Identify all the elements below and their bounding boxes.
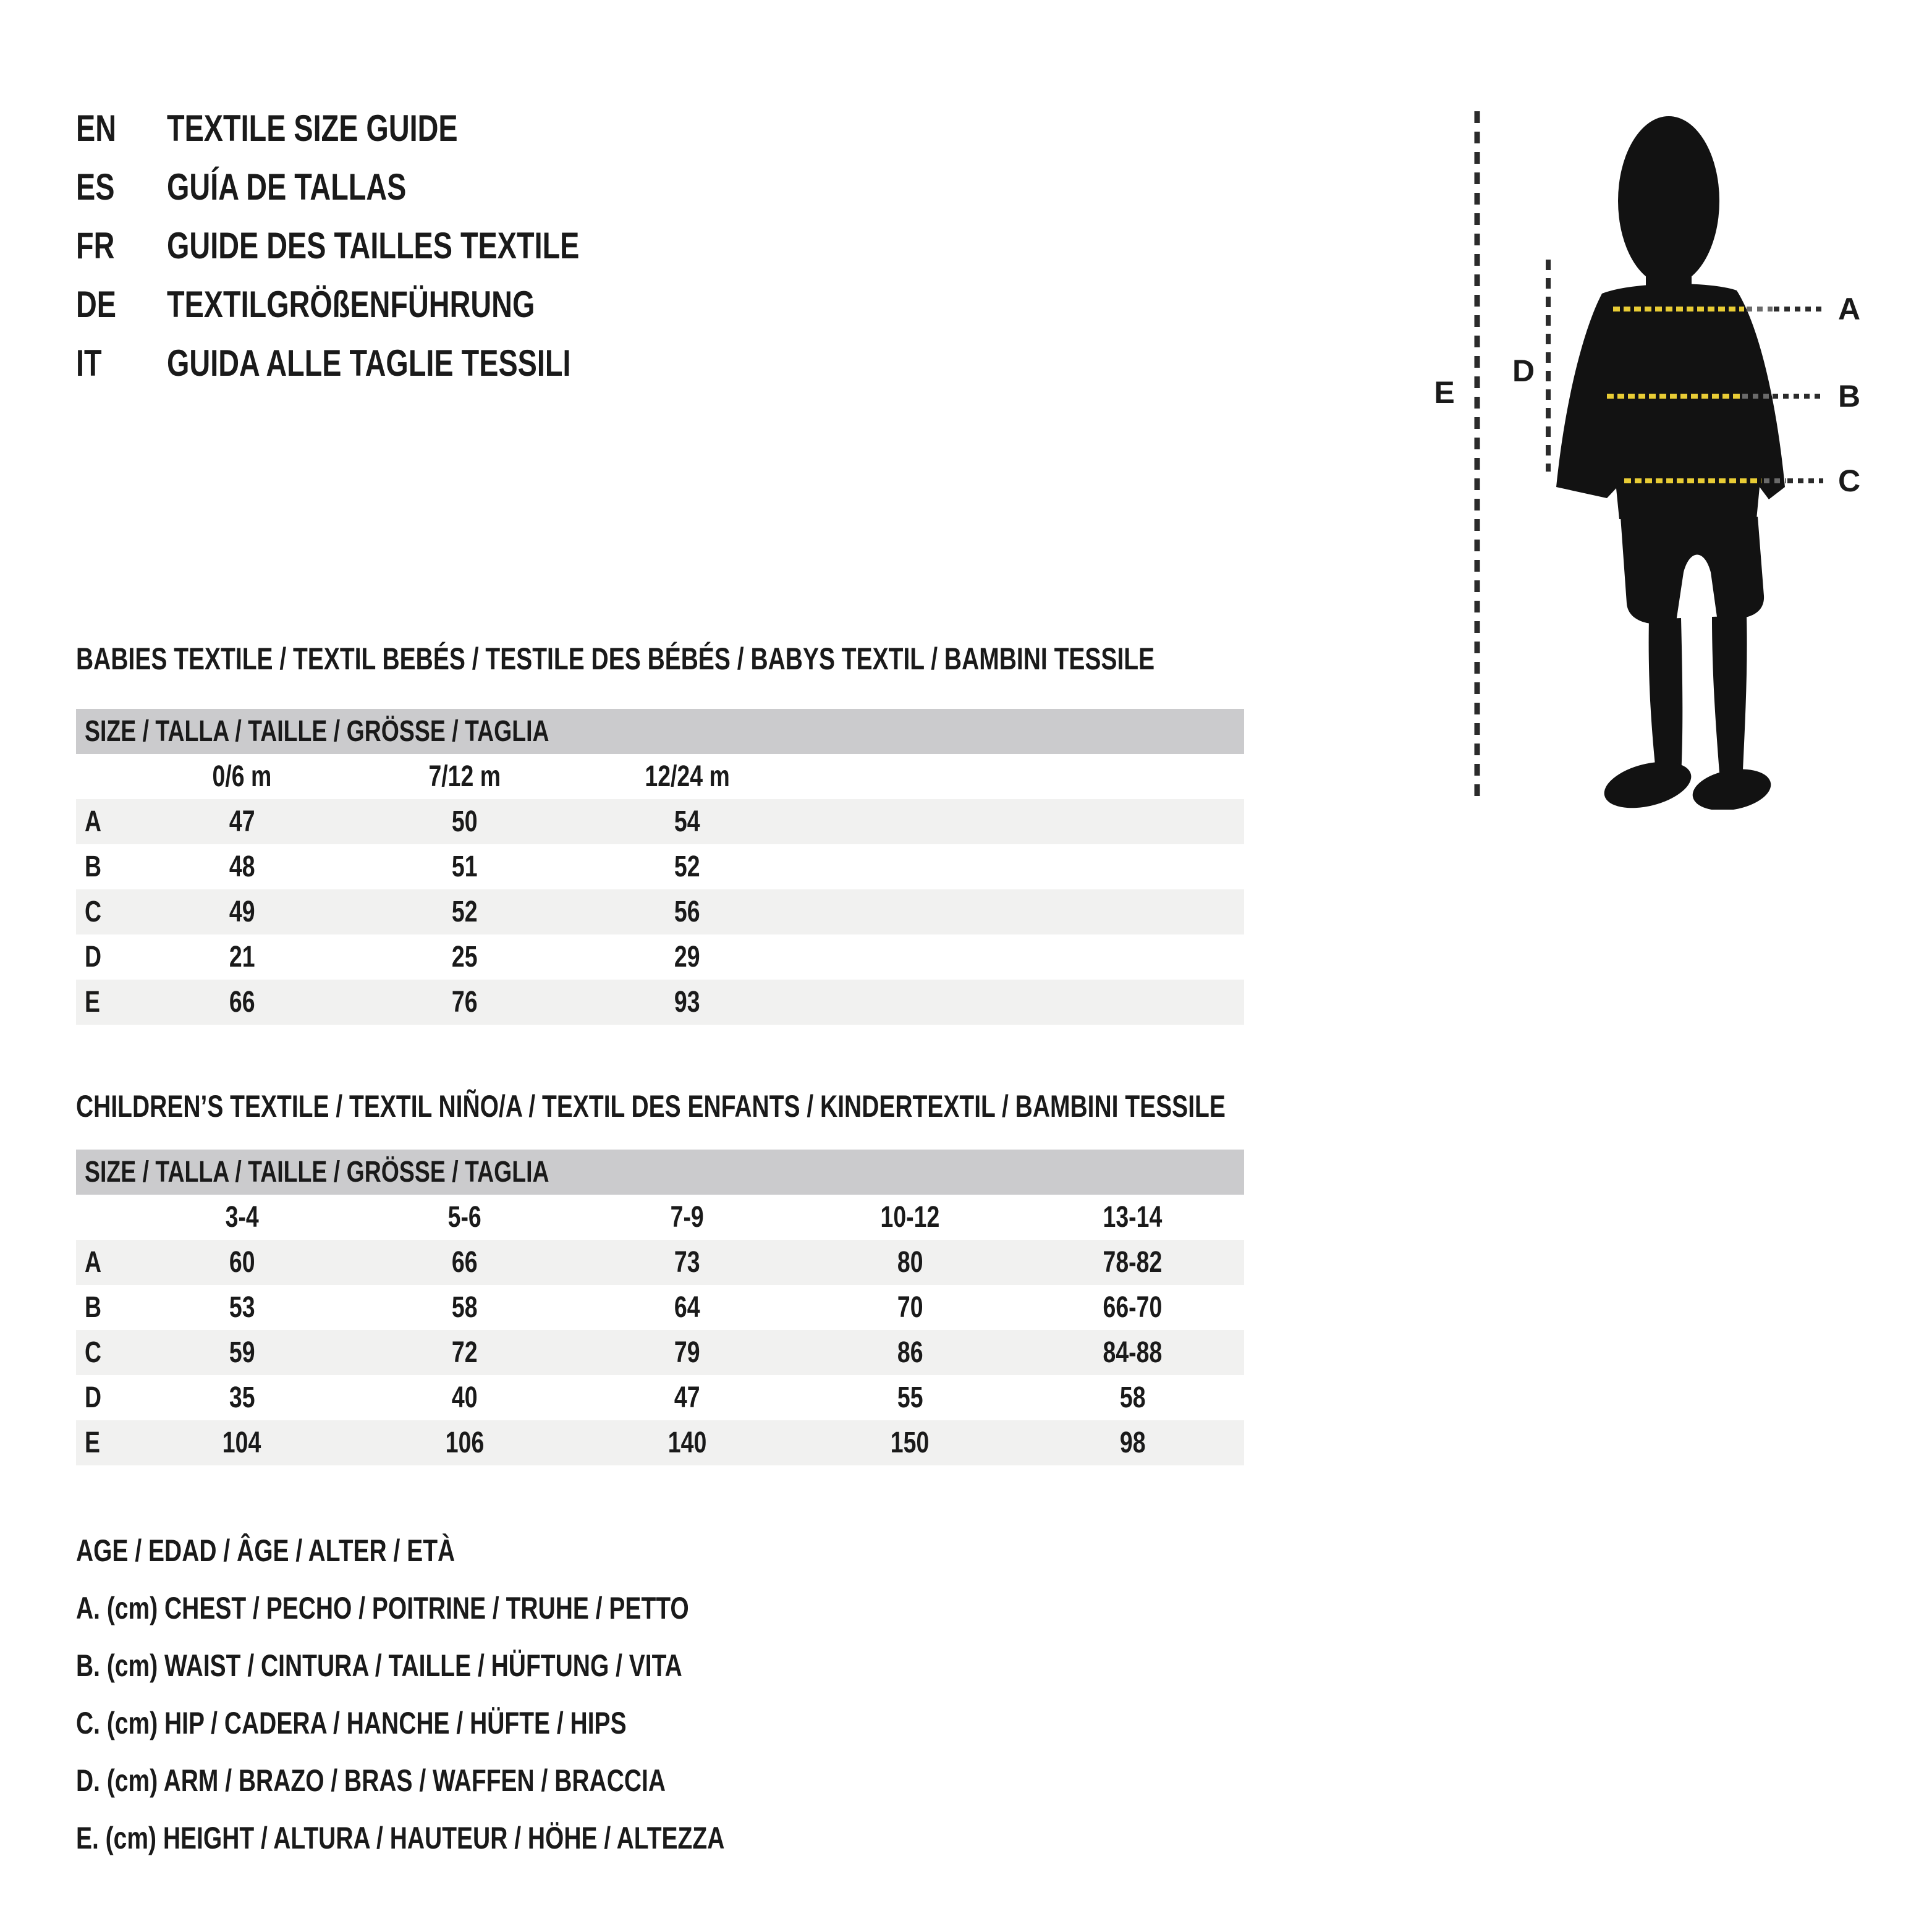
cell: 79: [674, 1336, 700, 1369]
lang-title-text: TEXTILE SIZE GUIDE: [167, 108, 458, 149]
lang-code-text: DE: [76, 284, 117, 325]
cell: 106: [445, 1426, 484, 1459]
cell: 80: [897, 1246, 923, 1279]
measurement-legend: [76, 1522, 907, 1866]
figure-label-e: E: [1434, 375, 1455, 410]
legend-line-chest: A. (cm) CHEST / PECHO / POITRINE / TRUHE / PETTO: [76, 1590, 689, 1625]
table-row-e: [76, 980, 1244, 1025]
cell: 49: [229, 896, 255, 928]
babies-heading-text: BABIES TEXTILE / TEXTIL BEBÉS / TESTILE DES BÉBÉS / BABYS TEXTIL / BAMBINI TESSILE: [76, 642, 1155, 676]
lang-code-text: IT: [76, 342, 102, 384]
table-row-b: [76, 844, 1244, 889]
cell: 66: [229, 986, 255, 1019]
lang-code-es: [76, 166, 167, 208]
lang-title-text: GUIDE DES TAILLES TEXTILE: [167, 225, 580, 266]
column-header: 12/24 m: [645, 760, 730, 793]
cell: 60: [229, 1246, 255, 1279]
row-label: A: [85, 1246, 102, 1279]
table-row-d: [76, 1375, 1244, 1420]
cell: 21: [229, 941, 255, 973]
cell: 53: [229, 1291, 255, 1324]
table-row-b: [76, 1285, 1244, 1330]
lang-code-fr: [76, 224, 167, 267]
cell: 72: [451, 1336, 478, 1369]
row-label: E: [85, 1426, 100, 1459]
cell: 50: [451, 805, 478, 838]
legend-line-hip: C. (cm) HIP / CADERA / HANCHE / HÜFTE / HIPS: [76, 1705, 627, 1740]
lang-code-en: [76, 107, 167, 150]
column-header: 10-12: [880, 1201, 940, 1234]
lang-title-text: GUIDA ALLE TAGLIE TESSILI: [167, 342, 571, 384]
lang-row-es: [76, 158, 696, 216]
cell: 66-70: [1103, 1291, 1163, 1324]
lang-code-it: [76, 342, 167, 384]
cell: 47: [229, 805, 255, 838]
cell: 25: [451, 941, 478, 973]
lang-title-de: [167, 283, 638, 326]
lang-title-text: GUÍA DE TALLAS: [167, 166, 407, 208]
cell: 104: [222, 1426, 261, 1459]
silhouette-left-leg: [1649, 618, 1683, 777]
column-header: 3-4: [225, 1201, 259, 1234]
row-label: B: [85, 850, 102, 883]
cell: 98: [1119, 1426, 1146, 1459]
measurement-figure: [1403, 87, 1932, 810]
table-row-d: [76, 934, 1244, 980]
legend-line-height: E. (cm) HEIGHT / ALTURA / HAUTEUR / HÖHE / ALTEZZA: [76, 1820, 725, 1855]
lang-code-text: FR: [76, 225, 115, 266]
column-header: 7/12 m: [428, 760, 501, 793]
cell: 150: [891, 1426, 930, 1459]
cell: 70: [897, 1291, 923, 1324]
cell: 35: [229, 1381, 255, 1414]
table-row-e: [76, 1420, 1244, 1465]
row-label: D: [85, 941, 102, 973]
legend-line-arm: D. (cm) ARM / BRAZO / BRAS / WAFFEN / BRACCIA: [76, 1763, 666, 1798]
silhouette-shirt: [1556, 284, 1785, 519]
babies-column-header-row: [76, 754, 1244, 799]
babies-size-header-bar: [76, 709, 1244, 754]
lang-code-text: ES: [76, 166, 115, 208]
cell: 56: [674, 896, 700, 928]
cell: 78-82: [1103, 1246, 1163, 1279]
lang-code-de: [76, 283, 167, 326]
cell: 64: [674, 1291, 700, 1324]
cell: 58: [1119, 1381, 1146, 1414]
cell: 73: [674, 1246, 700, 1279]
cell: 29: [674, 941, 700, 973]
table-row-c: [76, 1330, 1244, 1375]
cell: 59: [229, 1336, 255, 1369]
cell: 48: [229, 850, 255, 883]
lang-title-fr: [167, 224, 696, 267]
cell: 140: [667, 1426, 707, 1459]
column-header: 0/6 m: [212, 760, 272, 793]
cell: 52: [451, 896, 478, 928]
lang-title-es: [167, 166, 474, 208]
children-column-header-row: [76, 1195, 1244, 1240]
cell: 84-88: [1103, 1336, 1163, 1369]
cell: 66: [451, 1246, 478, 1279]
babies-section-heading: [76, 642, 1459, 676]
row-label: C: [85, 1336, 102, 1369]
cell: 76: [451, 986, 478, 1019]
table-row-c: [76, 889, 1244, 934]
babies-size-table: [76, 709, 1244, 1025]
children-heading-text: CHILDREN’S TEXTILE / TEXTIL NIÑO/A / TEXTIL DES ENFANTS / KINDERTEXTIL / BAMBINI TESSILE: [76, 1089, 1226, 1124]
lang-row-fr: [76, 216, 696, 275]
cell: 55: [897, 1381, 923, 1414]
figure-label-a: A: [1837, 292, 1861, 326]
lang-row-de: [76, 275, 696, 334]
lang-row-it: [76, 334, 696, 392]
row-label: A: [85, 805, 102, 838]
figure-label-c: C: [1837, 464, 1861, 498]
cell: 54: [674, 805, 700, 838]
table-row-a: [76, 1240, 1244, 1285]
language-title-block: [76, 99, 696, 392]
column-header: 7-9: [670, 1201, 705, 1234]
lang-title-it: [167, 342, 685, 384]
size-header-text: SIZE / TALLA / TAILLE / GRÖSSE / TAGLIA: [85, 1156, 549, 1188]
lang-row-en: [76, 99, 696, 158]
cell: 93: [674, 986, 700, 1019]
cell: 47: [674, 1381, 700, 1414]
cell: 58: [451, 1291, 478, 1324]
row-label: B: [85, 1291, 102, 1324]
lang-title-text: TEXTILGRÖßENFÜHRUNG: [167, 284, 535, 325]
cell: 52: [674, 850, 700, 883]
column-header: 13-14: [1103, 1201, 1163, 1234]
silhouette-shorts: [1621, 517, 1764, 624]
cell: 40: [451, 1381, 478, 1414]
table-row-a: [76, 799, 1244, 844]
figure-label-d: D: [1512, 354, 1535, 388]
lang-code-text: EN: [76, 108, 117, 149]
row-label: E: [85, 986, 100, 1019]
lang-title-en: [167, 107, 540, 150]
children-section-heading: [76, 1089, 1549, 1124]
row-label: D: [85, 1381, 102, 1414]
figure-label-b: B: [1837, 379, 1861, 413]
cell: 86: [897, 1336, 923, 1369]
children-size-table: [76, 1150, 1244, 1465]
child-silhouette-diagram: [1403, 87, 1932, 810]
silhouette-right-leg: [1712, 616, 1747, 773]
column-header: 5-6: [447, 1201, 481, 1234]
row-label: C: [85, 896, 102, 928]
cell: 51: [451, 850, 478, 883]
children-size-header-bar: [76, 1150, 1244, 1195]
silhouette-right-shoe: [1689, 763, 1774, 810]
child-silhouette: [1556, 116, 1785, 810]
legend-line-age: AGE / EDAD / ÂGE / ALTER / ETÀ: [76, 1533, 455, 1568]
size-header-text: SIZE / TALLA / TAILLE / GRÖSSE / TAGLIA: [85, 715, 549, 748]
legend-line-waist: B. (cm) WAIST / CINTURA / TAILLE / HÜFTUNG / VITA: [76, 1648, 682, 1683]
